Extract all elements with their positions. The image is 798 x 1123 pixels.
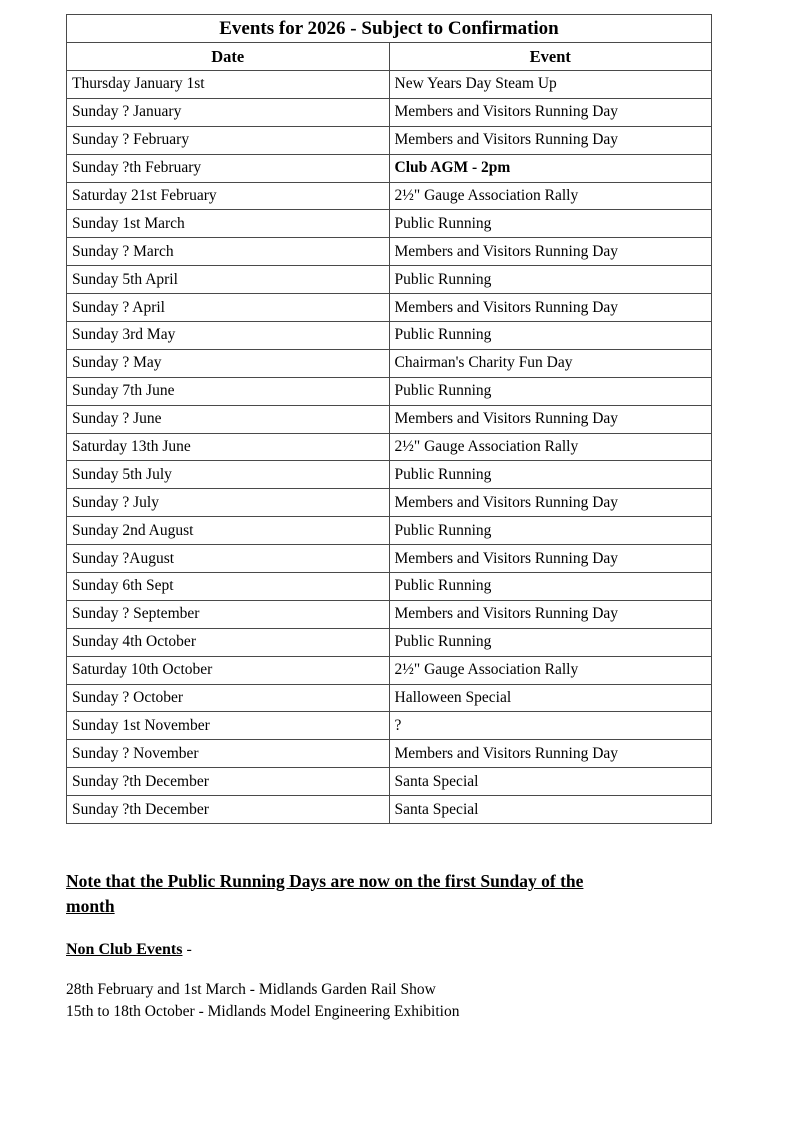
- table-row: [67, 182, 712, 210]
- date-cell: Sunday ?th December: [67, 768, 390, 796]
- date-cell: Sunday ? January: [67, 98, 390, 126]
- date-cell: Saturday 13th June: [67, 433, 390, 461]
- date-cell: Sunday 2nd August: [67, 517, 390, 545]
- event-cell: Public Running: [389, 210, 712, 238]
- table-body: [67, 71, 712, 824]
- event-cell: Halloween Special: [389, 684, 712, 712]
- event-cell: New Years Day Steam Up: [389, 71, 712, 99]
- event-cell: Public Running: [389, 517, 712, 545]
- date-cell: Sunday 5th July: [67, 461, 390, 489]
- event-cell: Members and Visitors Running Day: [389, 740, 712, 768]
- event-cell: Santa Special: [389, 768, 712, 796]
- event-cell: Members and Visitors Running Day: [389, 294, 712, 322]
- external-event-line: 28th February and 1st March - Midlands Garden Rail Show: [66, 981, 436, 998]
- event-cell: Members and Visitors Running Day: [389, 489, 712, 517]
- table-row: [67, 154, 712, 182]
- date-cell: Sunday ? June: [67, 405, 390, 433]
- event-cell: Santa Special: [389, 796, 712, 824]
- table-row: [67, 600, 712, 628]
- events-table: [66, 14, 712, 824]
- table-row: [67, 71, 712, 99]
- event-cell: Public Running: [389, 461, 712, 489]
- event-cell: Public Running: [389, 377, 712, 405]
- date-cell: Saturday 21st February: [67, 182, 390, 210]
- date-cell: Saturday 10th October: [67, 656, 390, 684]
- table-row: [67, 349, 712, 377]
- event-cell: Public Running: [389, 628, 712, 656]
- date-cell: Sunday ? November: [67, 740, 390, 768]
- non-club-events-heading: [66, 941, 718, 959]
- note-heading-line2: month: [66, 896, 115, 916]
- event-cell: 2½" Gauge Association Rally: [389, 433, 712, 461]
- non-club-events-label: Non Club Events: [66, 941, 183, 958]
- table-row: [67, 628, 712, 656]
- note-heading-line1: Note that the Public Running Days are now on the first Sunday of the: [66, 871, 584, 891]
- table-row: [67, 294, 712, 322]
- table-row: [67, 489, 712, 517]
- table-row: [67, 768, 712, 796]
- table-row: [67, 684, 712, 712]
- table-row: [67, 433, 712, 461]
- table-title: Events for 2026 - Subject to Confirmation: [67, 15, 712, 43]
- event-cell: 2½" Gauge Association Rally: [389, 182, 712, 210]
- date-cell: Sunday ? April: [67, 294, 390, 322]
- date-cell: Sunday ? October: [67, 684, 390, 712]
- table-row: [67, 461, 712, 489]
- notes-section: [66, 869, 718, 1023]
- external-event-line: 15th to 18th October - Midlands Model Engineering Exhibition: [66, 1003, 460, 1020]
- column-header-date: Date: [67, 43, 390, 71]
- event-cell: Members and Visitors Running Day: [389, 545, 712, 573]
- table-row: [67, 98, 712, 126]
- table-row: [67, 377, 712, 405]
- table-row: [67, 656, 712, 684]
- event-cell: Members and Visitors Running Day: [389, 405, 712, 433]
- table-row: [67, 712, 712, 740]
- date-cell: Thursday January 1st: [67, 71, 390, 99]
- event-cell: Members and Visitors Running Day: [389, 600, 712, 628]
- column-header-event: Event: [389, 43, 712, 71]
- event-cell: Members and Visitors Running Day: [389, 126, 712, 154]
- table-row: [67, 517, 712, 545]
- table-row: [67, 322, 712, 350]
- date-cell: Sunday 7th June: [67, 377, 390, 405]
- non-club-events-suffix: -: [182, 941, 192, 958]
- event-cell: Public Running: [389, 322, 712, 350]
- date-cell: Sunday 3rd May: [67, 322, 390, 350]
- date-cell: Sunday 4th October: [67, 628, 390, 656]
- date-cell: Sunday ? March: [67, 238, 390, 266]
- date-cell: Sunday ? February: [67, 126, 390, 154]
- table-row: [67, 545, 712, 573]
- date-cell: Sunday ? September: [67, 600, 390, 628]
- date-cell: Sunday 1st November: [67, 712, 390, 740]
- table-row: [67, 740, 712, 768]
- event-cell: 2½" Gauge Association Rally: [389, 656, 712, 684]
- date-cell: Sunday ?th December: [67, 796, 390, 824]
- date-cell: Sunday ?th February: [67, 154, 390, 182]
- table-row: [67, 796, 712, 824]
- table-title-row: [67, 15, 712, 43]
- event-cell: Club AGM - 2pm: [389, 154, 712, 182]
- table-row: [67, 210, 712, 238]
- table-row: [67, 126, 712, 154]
- table-row: [67, 405, 712, 433]
- external-events-list: [66, 979, 718, 1023]
- date-cell: Sunday ? May: [67, 349, 390, 377]
- date-cell: Sunday 5th April: [67, 266, 390, 294]
- table-header-row: [67, 43, 712, 71]
- date-cell: Sunday ?August: [67, 545, 390, 573]
- date-cell: Sunday 6th Sept: [67, 573, 390, 601]
- date-cell: Sunday ? July: [67, 489, 390, 517]
- date-cell: Sunday 1st March: [67, 210, 390, 238]
- note-heading: [66, 869, 718, 919]
- event-cell: Members and Visitors Running Day: [389, 238, 712, 266]
- table-row: [67, 266, 712, 294]
- table-row: [67, 238, 712, 266]
- event-cell: Members and Visitors Running Day: [389, 98, 712, 126]
- event-cell: Chairman's Charity Fun Day: [389, 349, 712, 377]
- table-row: [67, 573, 712, 601]
- event-cell: ?: [389, 712, 712, 740]
- event-cell: Public Running: [389, 266, 712, 294]
- event-cell: Public Running: [389, 573, 712, 601]
